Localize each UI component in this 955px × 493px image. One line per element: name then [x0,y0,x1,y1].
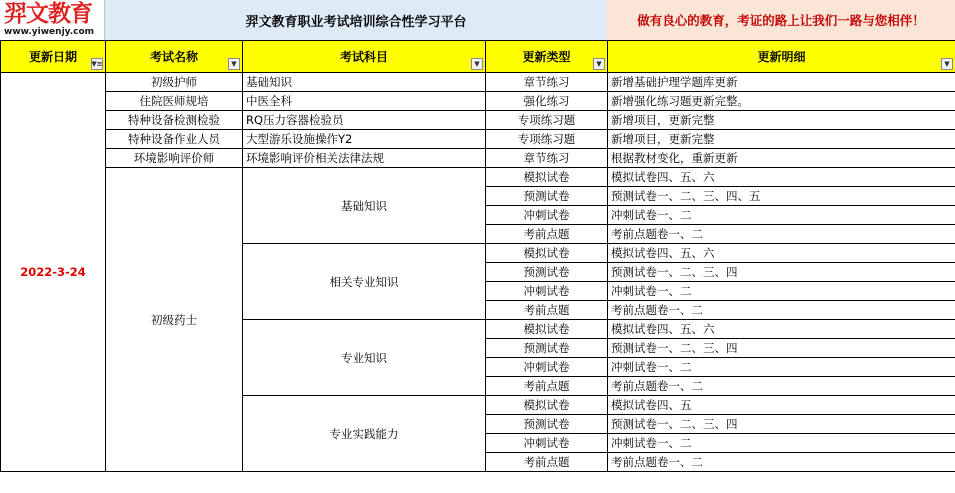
update-type: 模拟试卷 [486,244,608,263]
exam-subject: 基础知识 [243,168,486,244]
update-detail: 新增项目，更新完整 [608,111,955,130]
table-row [1,111,955,130]
update-detail: 模拟试卷四、五、六 [608,320,955,339]
update-type: 专项练习题 [486,111,608,130]
update-type: 考前点题 [486,453,608,472]
update-detail: 根据教材变化，重新更新 [608,149,955,168]
update-detail: 冲刺试卷一、二 [608,434,955,453]
exam-subject: 中医全科 [243,92,486,111]
update-type: 模拟试卷 [486,168,608,187]
exam-name: 环境影响评价师 [106,149,243,168]
update-type: 强化练习 [486,92,608,111]
update-detail: 冲刺试卷一、二 [608,206,955,225]
logo [0,0,105,40]
banner [0,0,955,40]
table-row [1,92,955,111]
update-detail: 新增项目，更新完整 [608,130,955,149]
exam-name: 初级护师 [106,73,243,92]
update-detail: 新增基础护理学题库更新 [608,73,955,92]
exam-name: 特种设备作业人员 [106,130,243,149]
update-type: 考前点题 [486,377,608,396]
update-detail: 冲刺试卷一、二 [608,282,955,301]
update-type: 考前点题 [486,225,608,244]
update-type: 章节练习 [486,149,608,168]
exam-subject: 大型游乐设施操作Y2 [243,130,486,149]
update-detail: 预测试卷一、二、三、四 [608,415,955,434]
exam-name: 初级药士 [106,168,243,472]
update-detail: 预测试卷一、二、三、四 [608,263,955,282]
exam-subject: 相关专业知识 [243,244,486,320]
header-date: 更新日期 ▼≡ [1,41,106,73]
platform-title: 羿文教育职业考试培训综合性学习平台 [105,0,607,40]
update-type: 预测试卷 [486,415,608,434]
update-detail: 预测试卷一、二、三、四 [608,339,955,358]
update-type: 冲刺试卷 [486,358,608,377]
exam-subject: 专业知识 [243,320,486,396]
logo-text: 羿文教育 [4,0,92,27]
update-detail: 考前点题卷一、二 [608,301,955,320]
update-type: 章节练习 [486,73,608,92]
update-detail: 新增强化练习题更新完整。 [608,92,955,111]
filter-active-icon[interactable]: ▼≡ [91,58,103,70]
dropdown-arrow-icon[interactable]: ▼ [471,58,483,70]
update-type: 考前点题 [486,301,608,320]
update-detail: 模拟试卷四、五 [608,396,955,415]
update-type: 预测试卷 [486,263,608,282]
table-row [1,168,955,187]
dropdown-arrow-icon[interactable]: ▼ [228,58,240,70]
update-table [0,40,955,472]
header-detail: 更新明细 ▼ [608,41,955,73]
exam-subject: 基础知识 [243,73,486,92]
dropdown-arrow-icon[interactable]: ▼ [593,58,605,70]
dropdown-arrow-icon[interactable]: ▼ [941,58,953,70]
update-detail: 冲刺试卷一、二 [608,358,955,377]
update-detail: 模拟试卷四、五、六 [608,168,955,187]
exam-name: 特种设备检测检验 [106,111,243,130]
header-subject: 考试科目 ▼ [243,41,486,73]
update-type: 冲刺试卷 [486,206,608,225]
slogan: 做有良心的教育，考证的路上让我们一路与您相伴！ [607,0,955,40]
update-detail: 考前点题卷一、二 [608,225,955,244]
update-detail: 考前点题卷一、二 [608,377,955,396]
update-date: 2022-3-24 [1,73,106,472]
exam-subject: RQ压力容器检验员 [243,111,486,130]
update-type: 预测试卷 [486,339,608,358]
exam-subject: 专业实践能力 [243,396,486,472]
update-type: 冲刺试卷 [486,434,608,453]
update-detail: 模拟试卷四、五、六 [608,244,955,263]
update-type: 专项练习题 [486,130,608,149]
header-type: 更新类型 ▼ [486,41,608,73]
update-detail: 考前点题卷一、二 [608,453,955,472]
header-exam: 考试名称 ▼ [106,41,243,73]
exam-subject: 环境影响评价相关法律法规 [243,149,486,168]
table-row [1,149,955,168]
update-detail: 预测试卷一、二、三、四、五 [608,187,955,206]
exam-name: 住院医师规培 [106,92,243,111]
update-type: 模拟试卷 [486,396,608,415]
table-row [1,130,955,149]
table-row [1,73,955,92]
logo-url: www.yiwenjy.com [4,27,95,37]
update-type: 冲刺试卷 [486,282,608,301]
update-type: 预测试卷 [486,187,608,206]
update-type: 模拟试卷 [486,320,608,339]
header-row [1,41,955,73]
